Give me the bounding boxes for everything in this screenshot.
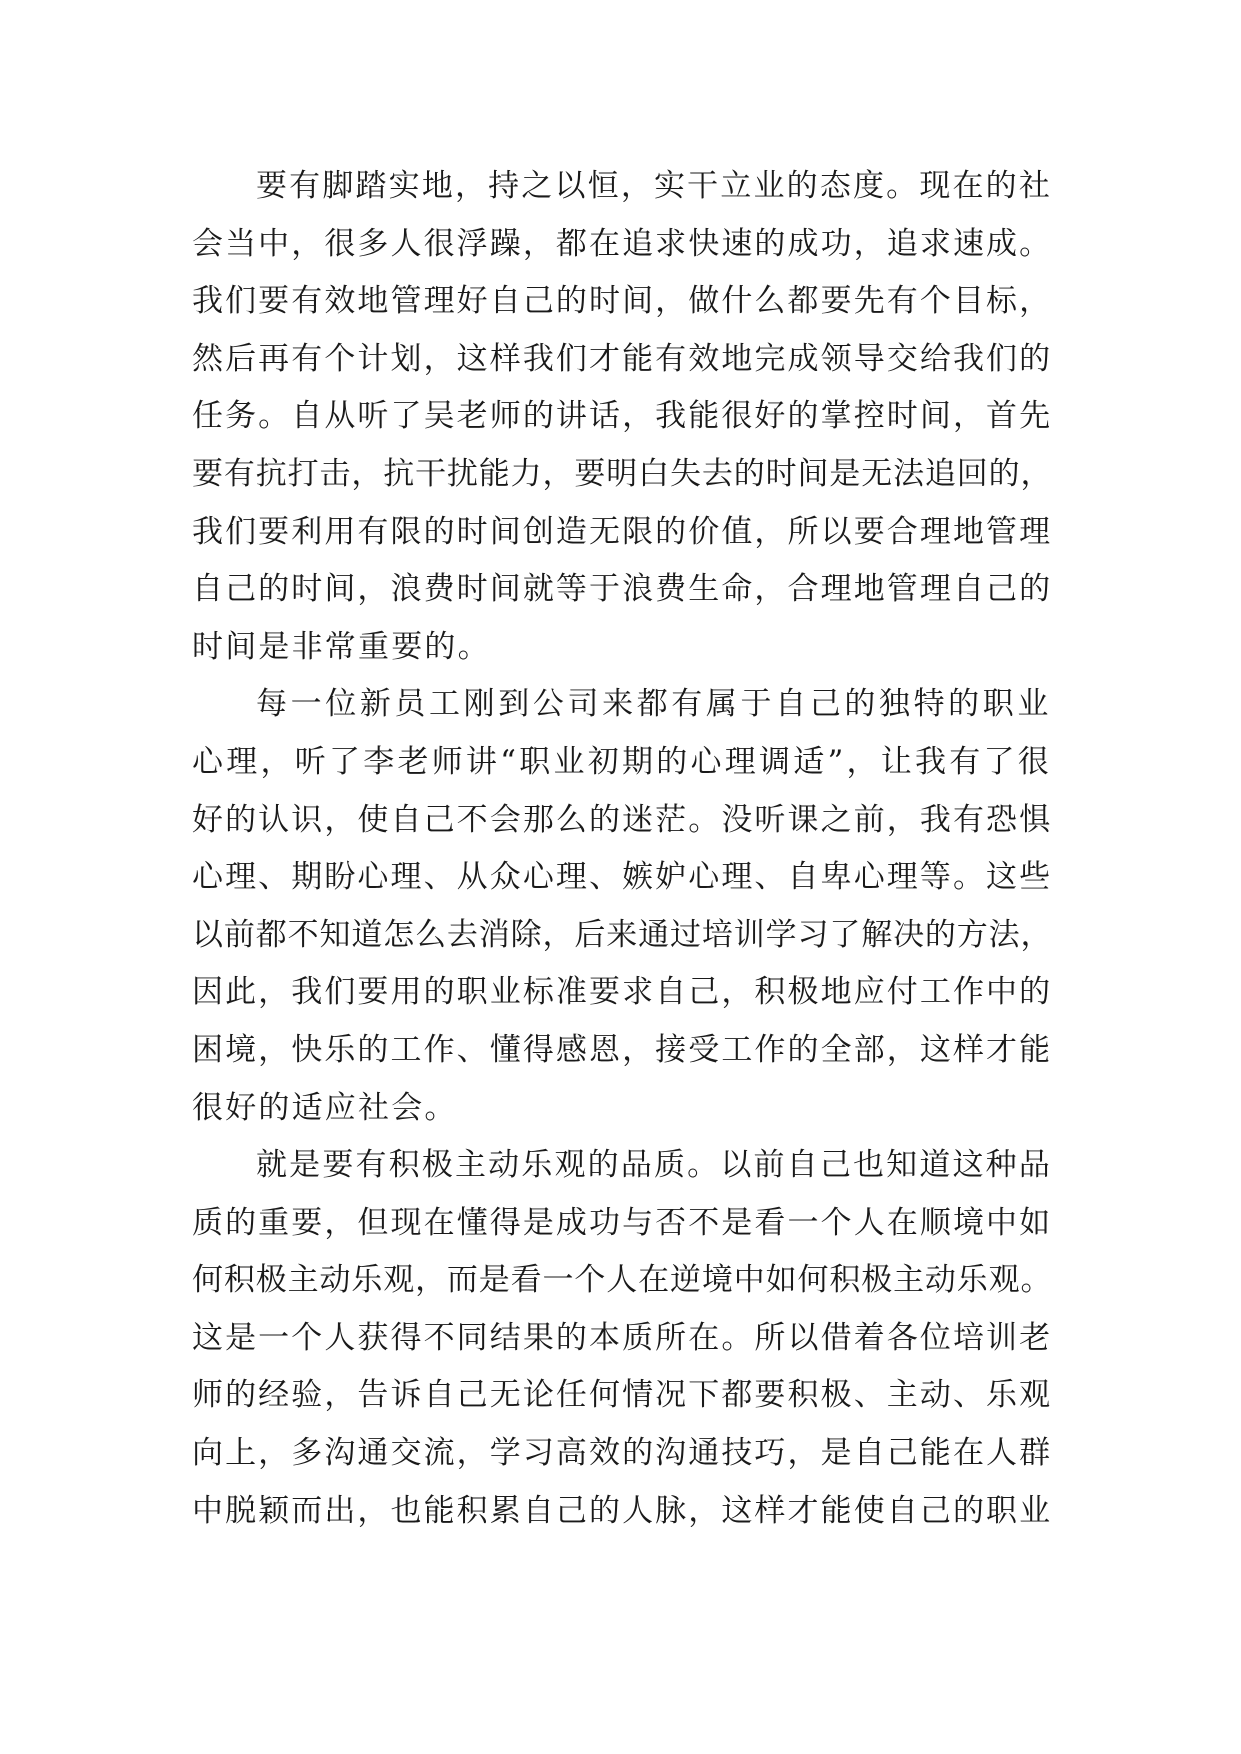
- text-line: 时间是非常重要的。: [192, 628, 491, 665]
- text-line: 我们要有效地管理好自己的时间，做什么都要先有个目标，: [192, 283, 1053, 320]
- text-line: 很好的适应社会。: [192, 1089, 458, 1126]
- text-line: 自己的时间，浪费时间就等于浪费生命，合理地管理自己的: [192, 571, 1053, 608]
- text-line: 这是一个人获得不同结果的本质所在。所以借着各位培训老: [192, 1319, 1053, 1356]
- text-line: 师的经验，告诉自己无论任何情况下都要积极、主动、乐观: [192, 1377, 1053, 1414]
- text-line: 何积极主动乐观，而是看一个人在逆境中如何积极主动乐观。: [192, 1262, 1053, 1299]
- text-line: 任务。自从听了吴老师的讲话，我能很好的掌控时间，首先: [192, 398, 1053, 435]
- text-line: 就是要有积极主动乐观的品质。以前自己也知道这种品: [256, 1147, 1052, 1184]
- text-line: 向上，多沟通交流，学习高效的沟通技巧，是自己能在人群: [192, 1435, 1053, 1472]
- text-line: 好的认识，使自己不会那么的迷茫。没听课之前，我有恐惧: [192, 801, 1053, 838]
- text-line: 以前都不知道怎么去消除，后来通过培训学习了解决的方法，: [192, 916, 1053, 953]
- body-text: [192, 158, 1052, 1540]
- text-line: 心理，听了李老师讲“职业初期的心理调适”，让我有了很: [192, 743, 1052, 780]
- text-line: 每一位新员工刚到公司来都有属于自己的独特的职业: [256, 686, 1052, 723]
- text-line: 中脱颖而出，也能积累自己的人脉，这样才能使自己的职业: [192, 1492, 1053, 1529]
- text-line: 因此，我们要用的职业标准要求自己，积极地应付工作中的: [192, 974, 1053, 1011]
- text-line: 心理、期盼心理、从众心理、嫉妒心理、自卑心理等。这些: [192, 859, 1053, 896]
- text-line: 会当中，很多人很浮躁，都在追求快速的成功，追求速成。: [192, 225, 1053, 262]
- text-line: 然后再有个计划，这样我们才能有效地完成领导交给我们的: [192, 340, 1053, 377]
- text-line: 困境，快乐的工作、懂得感恩，接受工作的全部，这样才能: [192, 1031, 1053, 1068]
- text-line: 我们要利用有限的时间创造无限的价值，所以要合理地管理: [192, 513, 1053, 550]
- text-line: 要有抗打击，抗干扰能力，要明白失去的时间是无法追回的，: [192, 455, 1053, 492]
- text-line: 质的重要，但现在懂得是成功与否不是看一个人在顺境中如: [192, 1204, 1053, 1241]
- text-line: 要有脚踏实地，持之以恒，实干立业的态度。现在的社: [256, 168, 1052, 204]
